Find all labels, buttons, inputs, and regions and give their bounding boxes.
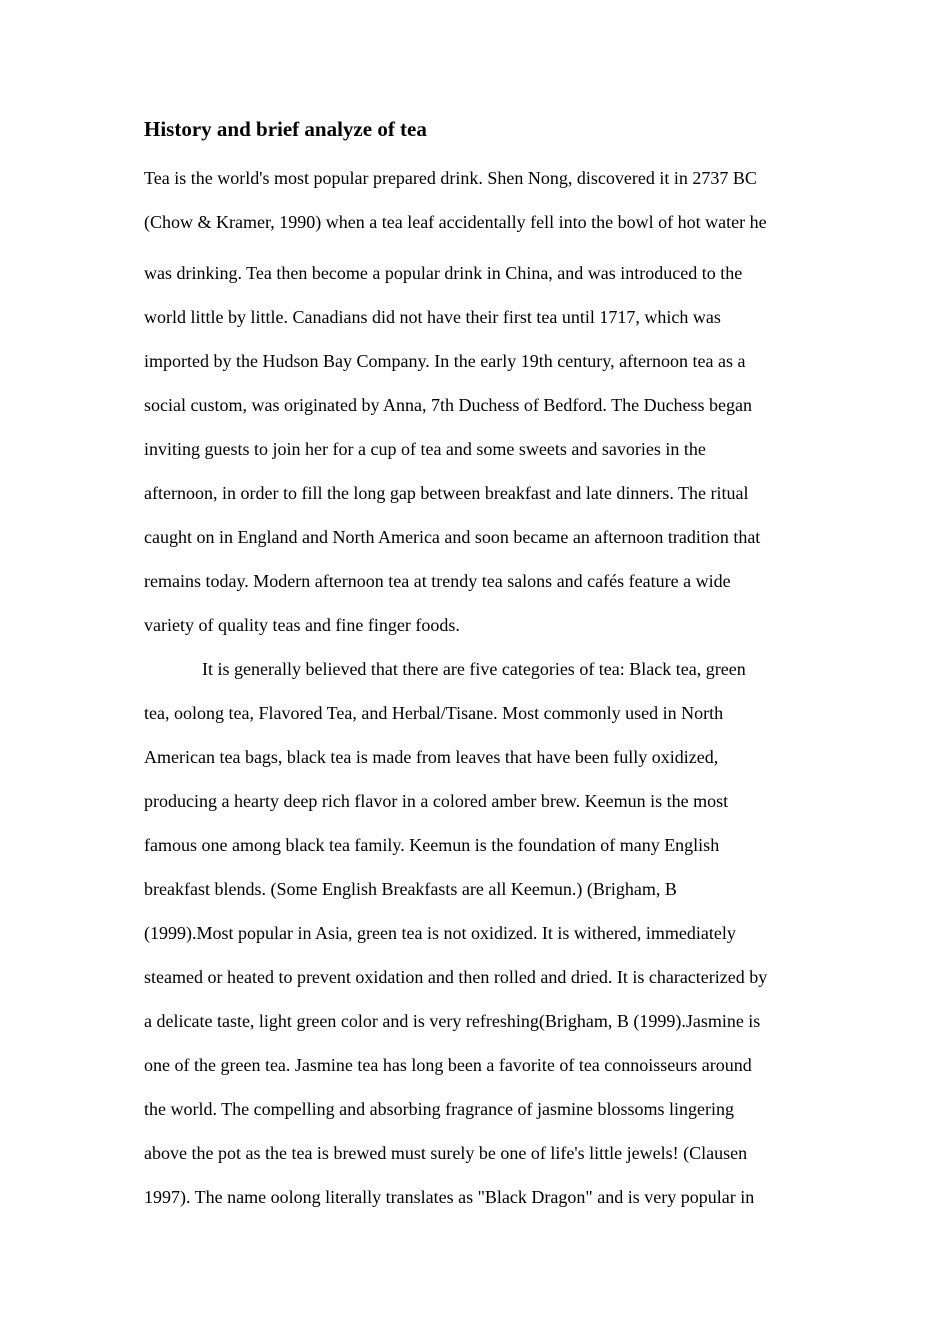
paragraph-2-line-3: American tea bags, black tea is made from leaves that have been fully oxidized, <box>144 747 719 767</box>
paragraph-2-line-4: producing a hearty deep rich flavor in a colored amber brew. Keemun is the most <box>144 791 729 811</box>
document-title: History and brief analyze of tea <box>144 117 427 141</box>
paragraph-1-line-2: (Chow & Kramer, 1990) when a tea leaf accidentally fell into the bowl of hot water he <box>144 212 767 232</box>
paragraph-2-line-5: famous one among black tea family. Keemun is the foundation of many English <box>144 835 720 855</box>
paragraph-2-line-13: 1997). The name oolong literally translates as "Black Dragon" and is very popular in <box>144 1187 755 1207</box>
paragraph-2-line-10: one of the green tea. Jasmine tea has long been a favorite of tea connoisseurs around <box>144 1055 752 1075</box>
paragraph-2-line-12: above the pot as the tea is brewed must surely be one of life's little jewels! (Clausen <box>144 1143 748 1163</box>
paragraph-2-line-7: (1999).Most popular in Asia, green tea is not oxidized. It is withered, immediately <box>144 923 736 943</box>
paragraph-2-line-6: breakfast blends. (Some English Breakfasts are all Keemun.) (Brigham, B <box>144 879 677 899</box>
paragraph-2-line-9: a delicate taste, light green color and is very refreshing(Brigham, B (1999).Jasmine is <box>144 1011 761 1031</box>
paragraph-1-line-6: social custom, was originated by Anna, 7th Duchess of Bedford. The Duchess began <box>144 395 753 415</box>
paragraph-1-line-1: Tea is the world's most popular prepared drink. Shen Nong, discovered it in 2737 BC <box>144 168 757 188</box>
paragraph-1-line-11: variety of quality teas and fine finger foods. <box>144 615 460 635</box>
paragraph-1-line-9: caught on in England and North America and soon became an afternoon tradition that <box>144 527 761 547</box>
paragraph-1-line-8: afternoon, in order to fill the long gap between breakfast and late dinners. The ritual <box>144 483 749 503</box>
paragraph-2-line-2: tea, oolong tea, Flavored Tea, and Herbal/Tisane. Most commonly used in North <box>144 703 724 723</box>
paragraph-1-line-4: world little by little. Canadians did not have their first tea until 1717, which was <box>144 307 721 327</box>
paragraph-2-line-8: steamed or heated to prevent oxidation and then rolled and dried. It is characterized by <box>144 967 768 987</box>
paragraph-1-line-5: imported by the Hudson Bay Company. In the early 19th century, afternoon tea as a <box>144 351 746 371</box>
paragraph-2-line-11: the world. The compelling and absorbing fragrance of jasmine blossoms lingering <box>144 1099 735 1119</box>
paragraph-1-line-3: was drinking. Tea then become a popular drink in China, and was introduced to the <box>144 263 743 283</box>
paragraph-1-line-10: remains today. Modern afternoon tea at trendy tea salons and cafés feature a wide <box>144 571 731 591</box>
paragraph-2-line-1: It is generally believed that there are five categories of tea: Black tea, green <box>202 659 746 679</box>
paragraph-1-line-7: inviting guests to join her for a cup of tea and some sweets and savories in the <box>144 439 706 459</box>
